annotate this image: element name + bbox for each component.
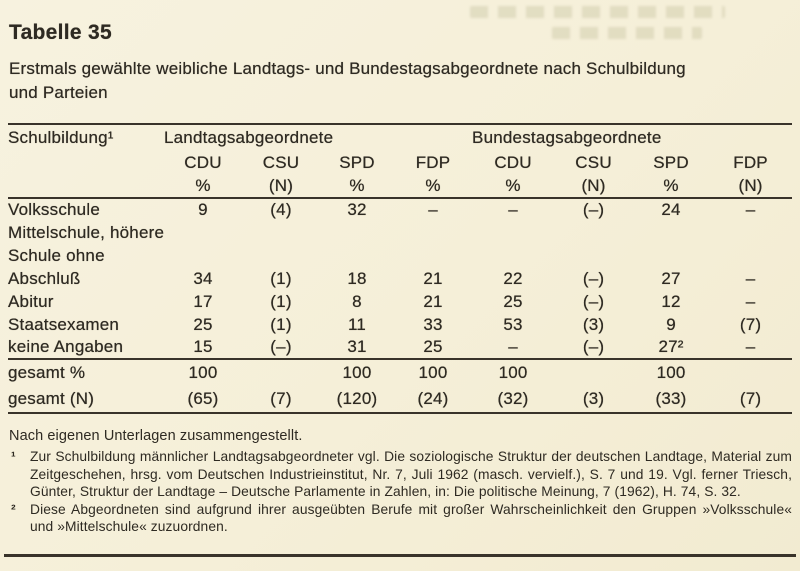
row-label: Abitur	[8, 291, 54, 311]
table-cell: 34	[193, 268, 213, 288]
table-cell: (3)	[582, 389, 605, 408]
row-label: Mittelschule, höhere	[8, 222, 165, 242]
table-cell: –	[745, 337, 756, 356]
table-cell: 31	[347, 337, 367, 356]
table-cell: 100	[342, 363, 372, 382]
print-bleedthrough	[552, 27, 702, 39]
table-cell	[709, 359, 792, 386]
table-row	[8, 198, 792, 221]
table-cell: –	[508, 200, 518, 219]
group-header-row	[8, 124, 792, 151]
party-header: SPD	[339, 153, 375, 172]
footnote-text: Zur Schulbildung männlicher Landtagsabgeordneter vgl. Die soziologische Struktur der deutschen Landtage, Material zum Zeitgeschehen, hrsg. vom Deutschen Industrieinstitut, Nr. 7, Juli 1962 (masch. vervielf.), S. 7 und 19. Vgl. ferner Triesch, Günter, Struktur der Landtage – Deutsche Parlamente in Zahlen, in: Die politische Meinung, 7 (1962), H. 74, S. 32.	[30, 449, 792, 499]
table-header	[8, 124, 792, 198]
row-label: Volksschule	[8, 200, 100, 219]
table-row	[8, 267, 792, 290]
table-cell: 33	[423, 314, 443, 334]
table-row	[8, 290, 792, 313]
print-bleedthrough	[470, 6, 725, 18]
table-row	[8, 313, 792, 336]
table-cell: –	[745, 200, 756, 219]
table-cell: 18	[347, 268, 367, 288]
table-cell: 100	[188, 363, 218, 382]
table-row	[8, 221, 792, 244]
table-cell: (24)	[417, 389, 449, 408]
column-header-schulbildung: Schulbildung¹	[8, 128, 114, 147]
table-cell: 32	[347, 200, 367, 219]
table-row	[8, 336, 792, 359]
table-cell: 21	[423, 291, 443, 311]
table-cell: 22	[503, 268, 523, 288]
total-row	[8, 359, 792, 386]
table-number: Tabelle 35	[9, 21, 112, 44]
row-label: Abschluß	[8, 268, 81, 288]
unit-header: (N)	[268, 176, 294, 195]
party-header: SPD	[653, 153, 689, 172]
group-header-landtag: Landtagsabgeordnete	[164, 128, 334, 147]
total-row	[8, 386, 792, 413]
footnote-text: Diese Abgeordneten sind aufgrund ihrer ausgeübten Berufe mit großer Wahrscheinlichkeit den Gruppen »Volksschule« und »Mittelschule« zuzuordnen.	[30, 501, 792, 534]
footnote-marker: ²	[11, 500, 16, 517]
table-cell: 24	[661, 200, 681, 219]
table-cell: –	[508, 337, 518, 356]
unit-header: %	[505, 176, 521, 195]
table-cell: (1)	[270, 314, 292, 334]
table-cell: (7)	[270, 389, 292, 408]
table-cell: –	[745, 268, 756, 288]
table-cell: (–)	[582, 291, 605, 311]
party-header: CDU	[494, 153, 532, 172]
table-cell: 9	[198, 200, 208, 219]
table-cell: (–)	[582, 337, 605, 356]
unit-header: %	[195, 176, 211, 195]
group-header-bundestag: Bundestagsabgeordnete	[472, 128, 662, 147]
unit-header: (N)	[581, 176, 606, 195]
table-totals	[8, 359, 792, 413]
unit-header-row	[8, 175, 792, 198]
row-label: gesamt (N)	[8, 389, 95, 408]
unit-header: %	[349, 176, 365, 195]
table-cell: (–)	[270, 337, 292, 356]
table-cell: 27²	[658, 337, 684, 356]
table-cell: 53	[503, 314, 523, 334]
table-cell: (1)	[270, 291, 292, 311]
table-cell: 25	[193, 314, 213, 334]
table-cell: –	[428, 200, 438, 219]
footnote-1	[8, 448, 792, 501]
row-label: Schule ohne	[8, 245, 105, 265]
party-header: FDP	[415, 153, 451, 172]
table-body	[8, 198, 792, 359]
table-cell: 25	[503, 291, 523, 311]
table-cell: (7)	[739, 389, 762, 408]
unit-header: %	[663, 176, 679, 195]
table-cell: (1)	[270, 268, 292, 288]
table-cell: 100	[656, 363, 686, 382]
footnote-marker: ¹	[11, 448, 16, 464]
table-cell: 25	[423, 337, 443, 356]
table-cell: 100	[498, 363, 528, 382]
row-label: gesamt %	[8, 363, 86, 382]
table-cell: 12	[661, 291, 681, 311]
statistics-table	[8, 123, 792, 414]
page-bottom-rule	[4, 554, 796, 557]
row-label: keine Angaben	[8, 337, 124, 356]
party-header: CSU	[262, 153, 300, 172]
table-cell: 8	[352, 291, 362, 311]
table-cell: (4)	[270, 200, 292, 219]
party-header: CDU	[184, 153, 222, 172]
party-header: CSU	[575, 153, 612, 172]
party-header: FDP	[733, 153, 768, 172]
table-cell: –	[745, 291, 756, 311]
table-cell: 15	[193, 337, 213, 356]
table-row	[8, 244, 792, 267]
unit-header: (N)	[738, 176, 763, 195]
table-cell: (120)	[336, 389, 378, 408]
table-cell	[242, 359, 320, 386]
table-cell: (33)	[655, 389, 687, 408]
source-note: Nach eigenen Unterlagen zusammengestellt.	[9, 428, 303, 444]
table-cell: 27	[661, 268, 681, 288]
party-header-row	[8, 151, 792, 175]
table-cell: (3)	[582, 314, 605, 334]
table-cell: (–)	[582, 268, 605, 288]
footnotes-block	[8, 448, 792, 536]
table-cell: 100	[418, 363, 448, 382]
table-cell: (–)	[582, 200, 605, 219]
table-cell: 21	[423, 268, 443, 288]
table-cell: 17	[193, 291, 213, 311]
table-cell: (7)	[739, 314, 762, 334]
footnote-2	[8, 501, 792, 536]
table-cell: (65)	[187, 389, 219, 408]
table-cell: 11	[347, 314, 367, 334]
table-cell: 9	[666, 314, 676, 334]
unit-header: %	[425, 176, 441, 195]
table-caption: Erstmals gewählte weibliche Landtags- und Bundestagsabgeordnete nach Schulbildung und Parteien	[9, 59, 686, 102]
row-label: Staatsexamen	[8, 314, 120, 334]
table-cell: (32)	[497, 389, 529, 408]
table-cell	[554, 359, 633, 386]
